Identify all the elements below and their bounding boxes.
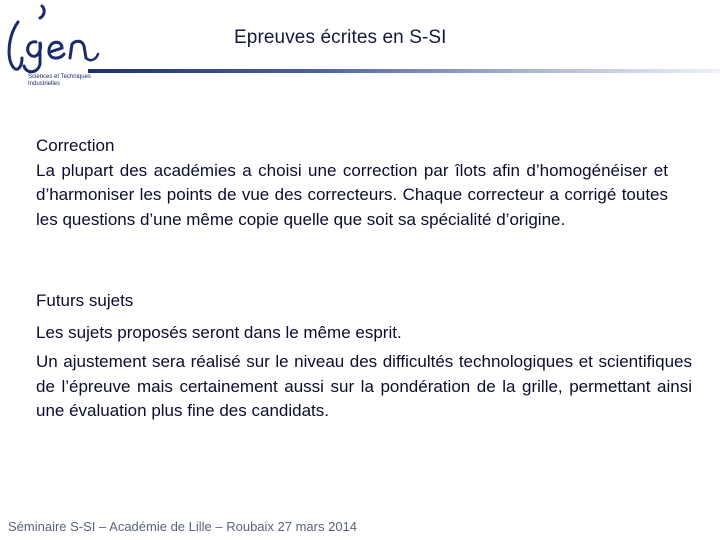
- section-paragraph-correction: La plupart des académies a choisi une correction par îlots afin d’homogénéiser et d’harmoniser les points de vue des correcteurs. Chaque correcteur a corrigé toutes les questions d’une même copie quelle que soit sa spécialité d’origine.: [36, 160, 668, 229]
- section-heading-correction: Correction: [36, 136, 115, 155]
- footer-text: Séminaire S-SI – Académie de Lille – Roubaix 27 mars 2014: [8, 519, 358, 534]
- igen-logo-mark: [2, 2, 102, 74]
- section-futurs-sujets: [36, 289, 692, 424]
- igen-logo: [2, 2, 102, 90]
- page-title: Epreuves écrites en S-SI: [234, 27, 447, 48]
- section-line-futurs-sujets: Les sujets proposés seront dans le même esprit.: [36, 322, 402, 342]
- section-correction: [36, 134, 668, 232]
- logo-caption: Sciences et Techniques Industrielles: [28, 74, 91, 87]
- section-paragraph-futurs-sujets: Un ajustement sera réalisé sur le niveau des difficultés technologiques et scientifiques de l’épreuve mais certainement aussi sur la pondération de la grille, permettant ainsi une évaluation plus fine des candidats.: [36, 352, 692, 420]
- section-heading-futurs-sujets: Futurs sujets: [36, 291, 134, 310]
- header-divider: [88, 69, 720, 73]
